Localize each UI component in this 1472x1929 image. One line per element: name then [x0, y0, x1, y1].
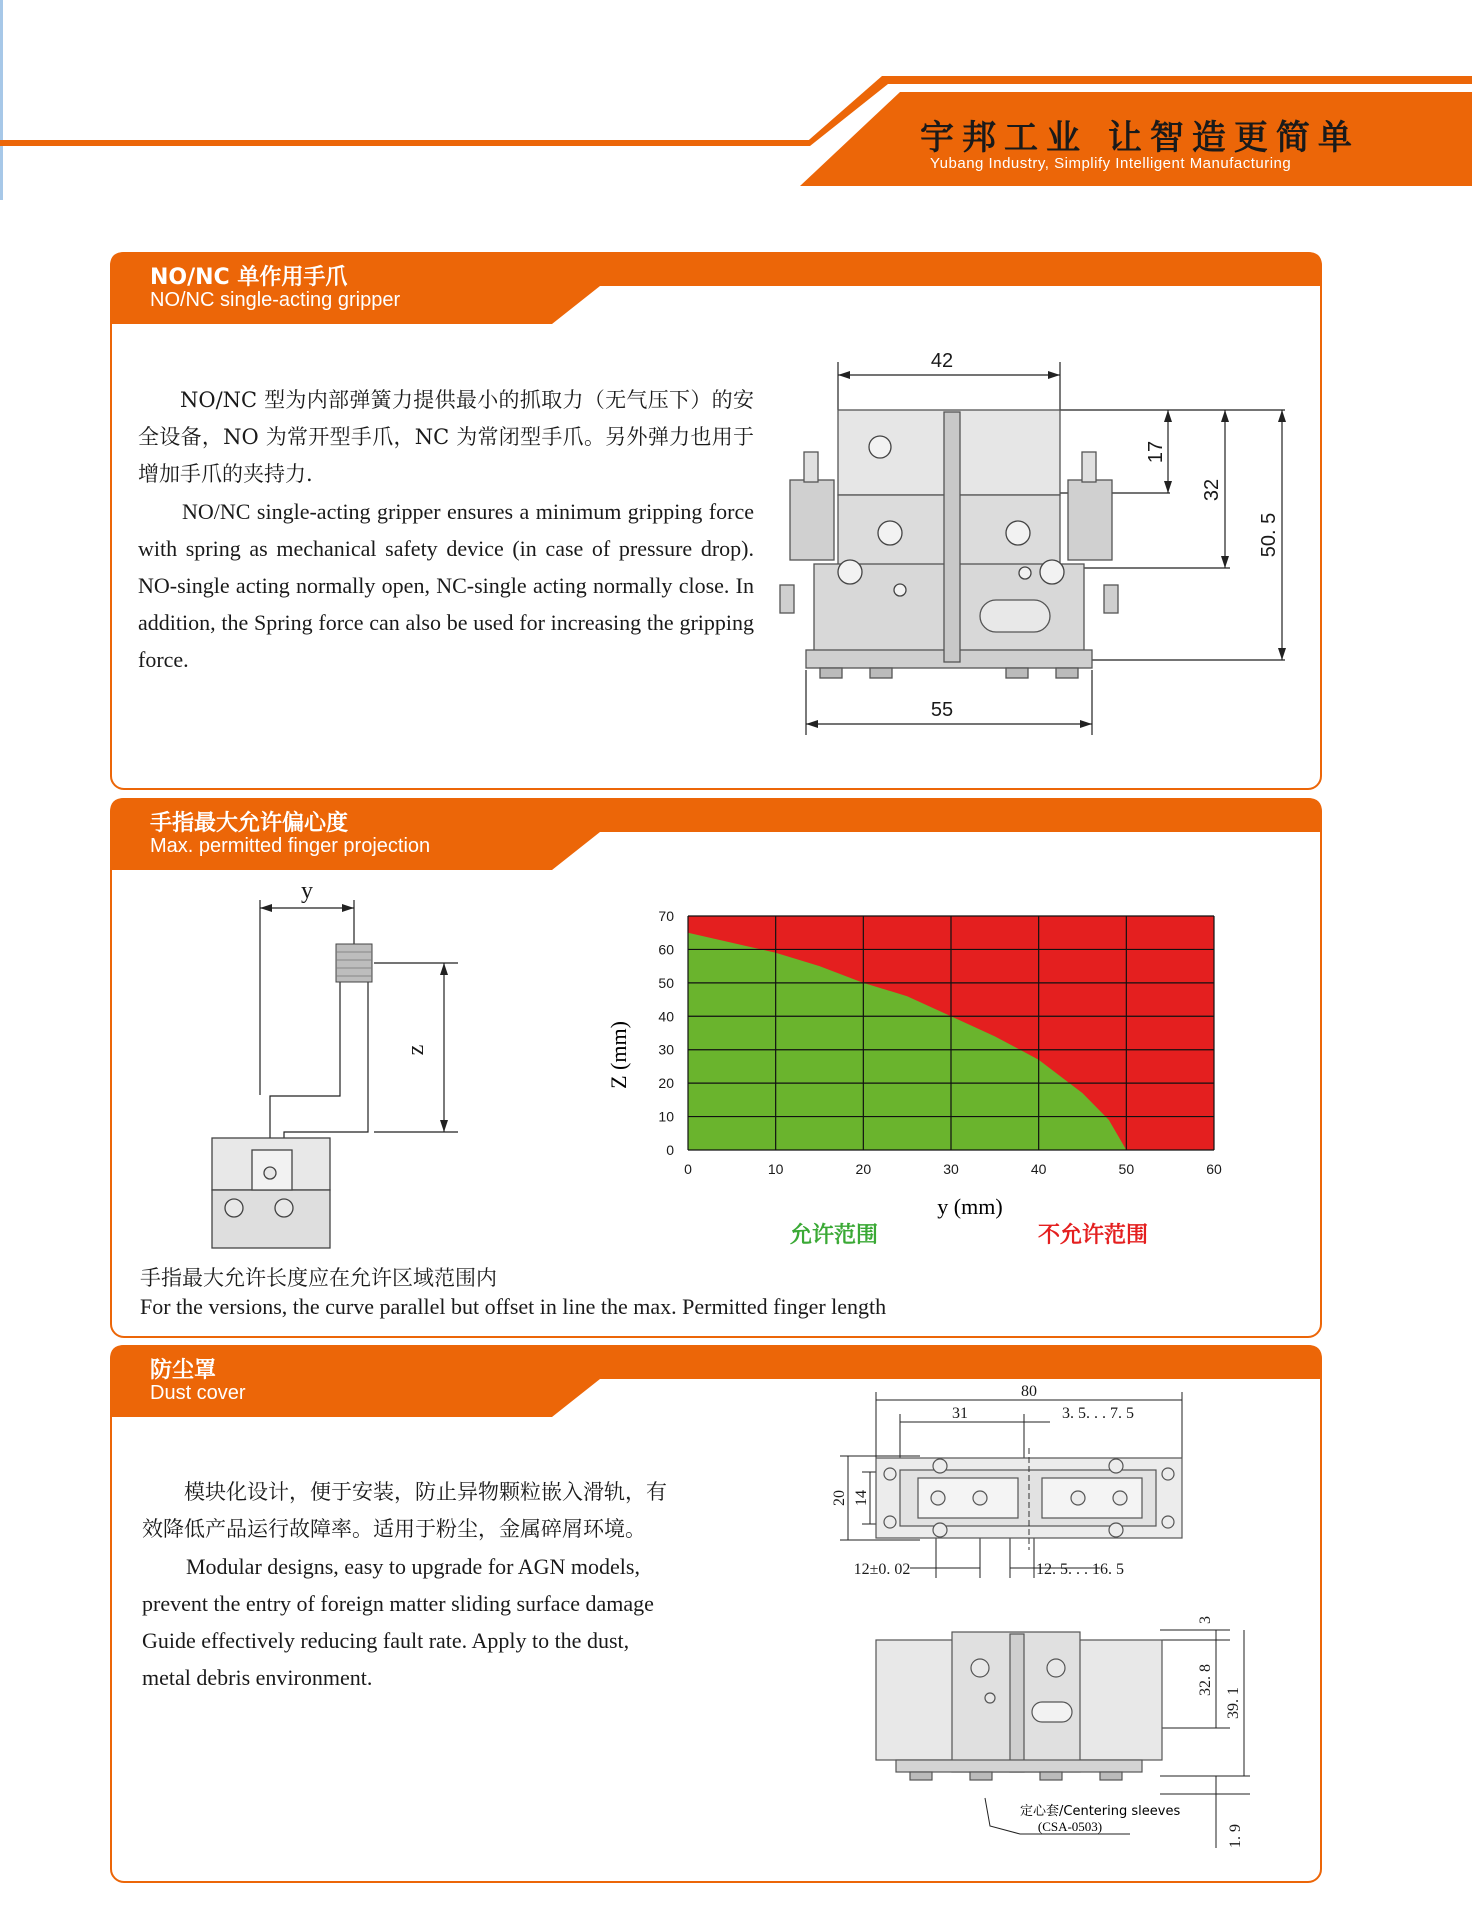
dim-3-5-7-5: 3. 5. . . 7. 5	[1062, 1405, 1134, 1422]
centering-sleeves-code: (CSA-0503)	[1037, 1819, 1103, 1834]
dustcover-drawing	[800, 1378, 1280, 1858]
dustcover-desc-en: Modular designs, easy to upgrade for AGN models, prevent the entry of foreign matter sliding surface damage Guide effectively reducing fault rate. Apply to the dust, metal debris environment.	[142, 1554, 654, 1690]
chart-legend-allowed: 允许范围	[790, 1223, 879, 1248]
chart-y-axis-label: Z (mm)	[606, 1021, 631, 1089]
chart-x-tick-label: 60	[1206, 1161, 1222, 1177]
gripper-desc-cn: NO/NC 型为内部弹簧力提供最小的抓取力（无气压下）的安全设备，NO 为常开型手爪，NC 为常闭型手爪。另外弹力也用于增加手爪的夹持力.	[138, 388, 754, 486]
section-dustcover-title-en: Dust cover	[150, 1382, 246, 1404]
projection-z-label: z	[403, 1044, 429, 1056]
chart-x-tick-label: 10	[767, 1161, 784, 1177]
chart-x-axis-label: y (mm)	[937, 1194, 1003, 1219]
section-projection-title-en: Max. permitted finger projection	[150, 835, 431, 857]
chart-y-tick-label: 10	[658, 1108, 674, 1125]
chart-x-tick-label: 0	[684, 1161, 692, 1177]
chart-x-tick-label: 20	[855, 1161, 872, 1177]
section-gripper-text	[138, 382, 754, 678]
gripper-drawing	[770, 340, 1310, 740]
chart-x-ticks	[684, 1161, 1222, 1177]
dim-17: 17	[1145, 440, 1167, 464]
dim-31: 31	[952, 1405, 968, 1422]
chart-legend-not-allowed: 不允许范围	[1038, 1223, 1149, 1248]
dim-20: 20	[831, 1490, 848, 1506]
dim-32: 32	[1201, 478, 1223, 502]
header-slogan-cn: 宇邦工业 让智造更简单	[920, 118, 1360, 158]
dim-12-5-16-5: 12. 5. . . 16. 5	[1036, 1561, 1124, 1578]
page-edge-bar	[0, 0, 3, 200]
chart-y-tick-label: 50	[658, 974, 674, 991]
dim-39-1: 39. 1	[1225, 1687, 1242, 1719]
dim-55: 55	[930, 699, 954, 721]
dim-12: 12±0. 02	[853, 1561, 911, 1578]
section-projection-title-cn: 手指最大允许偏心度	[150, 811, 349, 836]
header-rule	[0, 140, 810, 146]
section-dustcover-title-cn: 防尘罩	[150, 1358, 217, 1383]
dim-3: 3	[1197, 1616, 1214, 1624]
dim-42: 42	[930, 350, 954, 372]
chart-y-tick-label: 20	[658, 1075, 674, 1092]
chart-x-tick-label: 30	[943, 1161, 959, 1177]
section-projection-header	[110, 798, 1322, 870]
dim-1-9: 1. 9	[1227, 1824, 1244, 1848]
chart-y-tick-label: 40	[658, 1008, 674, 1025]
chart-x-tick-label: 40	[1030, 1161, 1047, 1177]
section-gripper-title-en: NO/NC single-acting gripper	[150, 289, 401, 311]
header-slogan-en: Yubang Industry, Simplify Intelligent Manufacturing	[930, 155, 1292, 172]
dim-80: 80	[1021, 1383, 1037, 1400]
chart-y-tick-label: 30	[658, 1041, 674, 1058]
centering-sleeves-label: 定心套/Centering sleeves	[1020, 1804, 1181, 1819]
chart-x-tick-label: 50	[1118, 1161, 1135, 1177]
projection-note-en: For the versions, the curve parallel but offset in line the max. Permitted finger length	[140, 1294, 887, 1319]
section-gripper-header	[110, 252, 1322, 324]
chart-y-ticks	[658, 908, 674, 1158]
dim-32-8: 32. 8	[1197, 1664, 1214, 1696]
dustcover-desc-cn: 模块化设计，便于安装，防止异物颗粒嵌入滑轨，有效降低产品运行故障率。适用于粉尘，金属碎屑环境。	[142, 1480, 667, 1541]
chart-y-tick-label: 60	[658, 941, 674, 958]
dim-14: 14	[853, 1490, 870, 1506]
gripper-desc-en: NO/NC single-acting gripper ensures a minimum gripping force with spring as mechanical safety device (in case of pressure drop). NO-single acting normally open, NC-single acting normally close. In addition, the Spring force can also be used for increasing the gripping force.	[138, 499, 754, 672]
finger-projection-figure	[190, 870, 490, 1250]
dim-50-5: 50. 5	[1258, 512, 1280, 558]
section-gripper-title-cn: NO/NC 单作用手爪	[150, 265, 348, 290]
projection-note-cn: 手指最大允许长度应在允许区域范围内	[140, 1266, 497, 1290]
section-dustcover-text	[142, 1474, 682, 1696]
projection-y-label: y	[301, 878, 313, 904]
projection-chart	[600, 900, 1240, 1230]
chart-y-tick-label: 70	[658, 908, 674, 924]
chart-y-tick-label: 0	[666, 1142, 674, 1158]
